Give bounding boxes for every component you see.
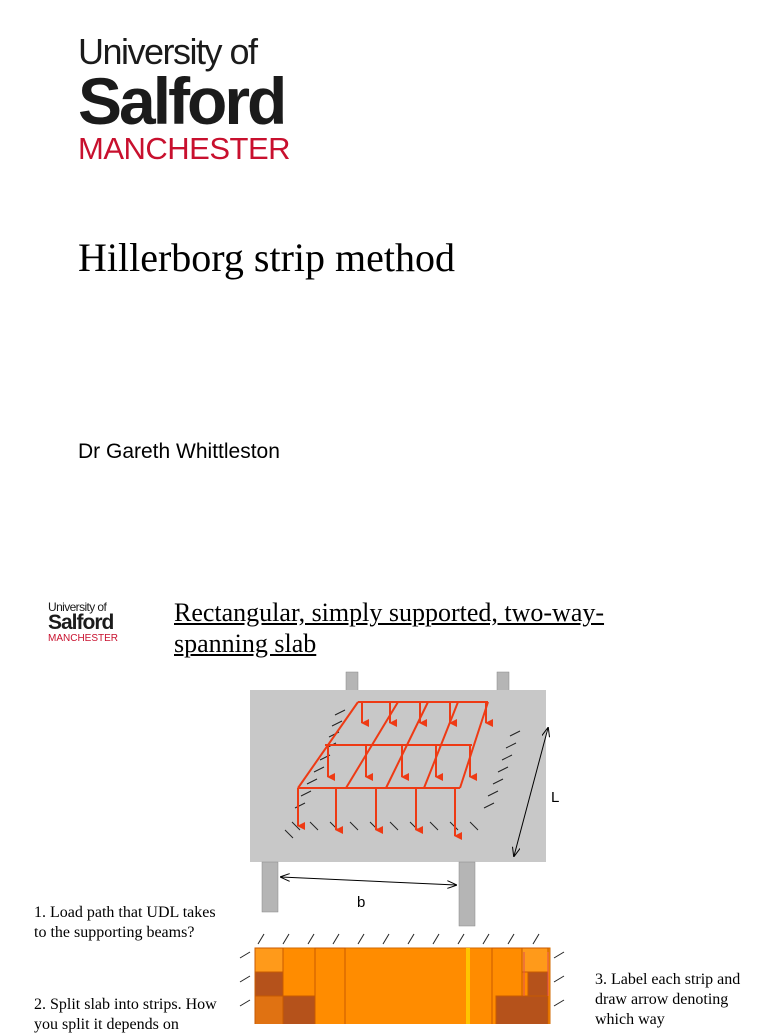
column-back-right: [497, 672, 509, 692]
university-logo-small: [48, 601, 118, 644]
strip-layout-diagram: [236, 928, 572, 1024]
note-1: 1. Load path that UDL takes to the supporting beams?: [34, 904, 216, 941]
dimension-L-label: L: [551, 789, 560, 806]
strip-yellow: [466, 948, 470, 1024]
logo-line-manchester: MANCHESTER: [48, 633, 119, 644]
logo-line-salford: Salford: [48, 611, 114, 634]
strip-bottom-right: [496, 996, 548, 1024]
logo-line-manchester: MANCHESTER: [78, 131, 291, 166]
dimension-b-label: b: [357, 894, 366, 911]
note-2: 2. Split slab into strips. How you split it depends on: [34, 996, 217, 1033]
university-logo-large: [78, 31, 291, 166]
column-front-left: [262, 862, 278, 912]
strip-corner-top-right: [522, 948, 548, 972]
strip-edge-left-inner: [255, 996, 283, 1024]
dimension-b-line: [281, 877, 456, 885]
strip-bottom-left: [283, 996, 315, 1024]
logo-line-salford: Salford: [78, 64, 285, 138]
column-back-left: [346, 672, 358, 692]
slab-background: [250, 690, 546, 862]
column-front-right: [459, 862, 475, 926]
strip-edge-left: [315, 948, 345, 1024]
slide1-title: Hillerborg strip method: [78, 235, 455, 280]
strip-corner-mid-right: [528, 972, 548, 996]
slide2-title: Rectangular, simply supported, two-way-spanning slab: [174, 598, 605, 658]
slide1-author: Dr Gareth Whittleston: [78, 440, 280, 463]
strip-corner-mid-left: [255, 972, 283, 996]
note-3: 3. Label each strip and draw arrow denoting which way: [595, 971, 741, 1028]
strip-corner-top-left: [255, 948, 283, 972]
logo-line-university-of: University of: [48, 600, 107, 614]
logo-line-university-of: University of: [78, 31, 257, 72]
slab-diagram: [240, 668, 570, 928]
